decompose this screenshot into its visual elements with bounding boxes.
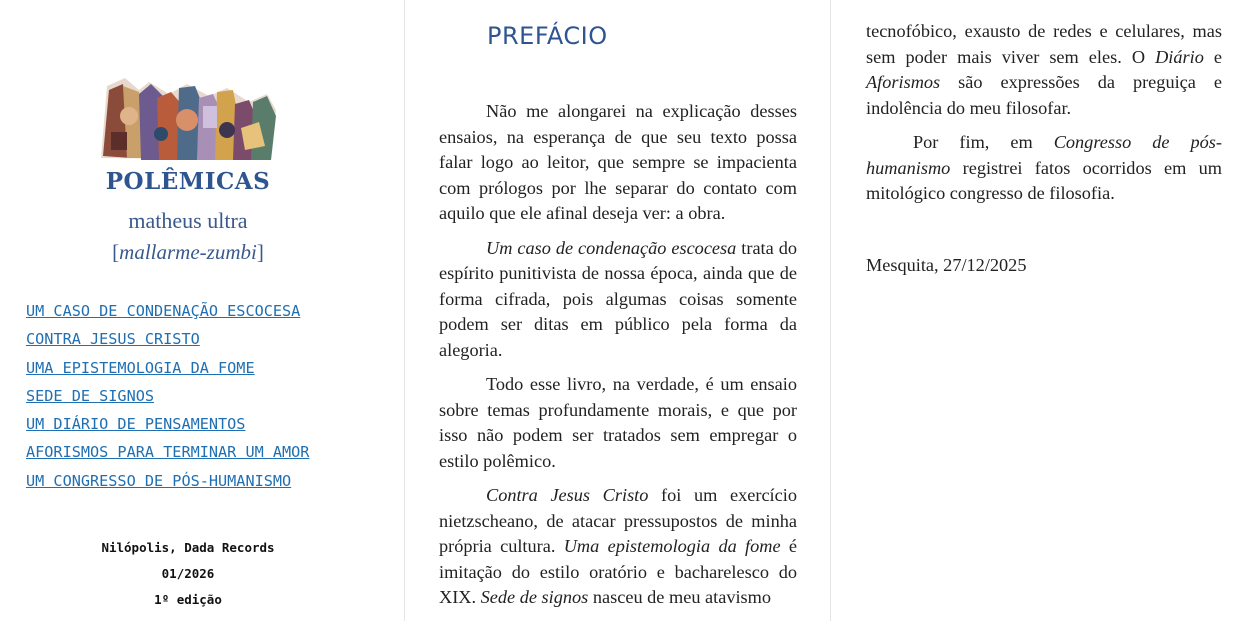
book-author: matheus ultra bbox=[128, 208, 248, 233]
toc-link-caso-condenacao-escocesa[interactable]: UM CASO DE CONDENAÇÃO ESCOCESA bbox=[26, 302, 301, 320]
toc-link-congresso-pos-humanismo[interactable]: UM CONGRESSO DE PÓS-HUMANISMO bbox=[26, 471, 292, 490]
pseudonym-text: mallarme-zumbi bbox=[119, 240, 257, 264]
preface-signature: Mesquita, 27/12/2025 bbox=[866, 255, 1027, 275]
toc-item bbox=[26, 471, 309, 499]
preface-heading: PREFÁCIO bbox=[487, 22, 608, 50]
book-title: POLÊMICAS bbox=[105, 168, 271, 195]
essay-title: Diário bbox=[1155, 46, 1204, 67]
essay-title: Aforismos bbox=[866, 72, 941, 92]
preface-column-2 bbox=[831, 0, 1239, 621]
preface-paragraph-4: Contra Jesus Cristo foi um exercício nietzscheano, de atacar pressupostos de minha própria cultura. Uma epistemologia da fome é imitação do estilo oratório e bacharelesco do XIX. Sede de signos nasceu de meu atavismo bbox=[439, 485, 797, 607]
toc-item bbox=[26, 386, 309, 414]
preface-paragraph-4-continued: tecnofóbico, exausto de redes e celulares, mas sem poder mais viver sem eles. O Diário e Aforismos são expressões da preguiça e indolência do meu filosofar. bbox=[866, 21, 1222, 118]
preface-column-1 bbox=[404, 0, 831, 621]
essay-title: Sede de signos bbox=[480, 587, 589, 607]
preface-paragraph-1: Não me alongarei na explicação desses ensaios, na esperança de que seu texto possa falar logo ao leitor, que sempre se impacienta com prólogos por lhe separar do contato com aquilo que ele afinal deseja ver: a obra. bbox=[439, 101, 797, 223]
essay-title: Um caso de condenação escocesa bbox=[486, 237, 737, 258]
toc-link-diario-de-pensamentos[interactable]: UM DIÁRIO DE PENSAMENTOS bbox=[26, 415, 246, 434]
toc-item bbox=[26, 358, 309, 386]
preface-text-2 bbox=[866, 19, 1222, 216]
toc-link-contra-jesus-cristo[interactable]: CONTRA JESUS CRISTO bbox=[26, 330, 200, 349]
preface-paragraph-2: Um caso de condenação escocesa trata do espírito punitivista de nossa época, ainda que de forma cifrada, pois algumas coisas somente podem ser ditas em público pela forma da alegoria. bbox=[439, 237, 797, 360]
essay-title: Uma epistemologia da fome bbox=[563, 536, 781, 556]
book-pseudonym: [mallarme-zumbi] bbox=[112, 240, 264, 264]
essay-title: Congresso de pós-humanismo bbox=[866, 132, 1222, 178]
book-sidebar bbox=[0, 0, 404, 621]
table-of-contents bbox=[26, 301, 309, 499]
imprint-edition: 1º edição bbox=[154, 592, 222, 607]
preface-text-1 bbox=[439, 99, 797, 620]
toc-item bbox=[26, 301, 309, 329]
preface-paragraph-5: Por fim, em Congresso de pós-humanismo registrei fatos ocorridos em um mitológico congresso de filosofia. bbox=[866, 132, 1222, 203]
imprint-publisher: Nilópolis, Dada Records bbox=[101, 540, 275, 555]
toc-link-aforismos[interactable]: AFORISMOS PARA TERMINAR UM AMOR bbox=[26, 443, 310, 462]
toc-item bbox=[26, 414, 309, 442]
toc-link-sede-de-signos[interactable]: SEDE DE SIGNOS bbox=[26, 386, 155, 405]
toc-link-epistemologia-da-fome[interactable]: UMA EPISTEMOLOGIA DA FOME bbox=[26, 358, 255, 377]
essay-title: Contra Jesus Cristo bbox=[486, 485, 649, 505]
preface-paragraph-3: Todo esse livro, na verdade, é um ensaio sobre temas profundamente morais, e que por isso não podem ser tratados sem empregar o estilo polêmico. bbox=[439, 374, 797, 471]
imprint-date: 01/2026 bbox=[161, 566, 215, 581]
cover-illustration bbox=[99, 76, 278, 162]
toc-item bbox=[26, 442, 309, 470]
toc-item bbox=[26, 329, 309, 357]
imprint bbox=[0, 539, 376, 617]
